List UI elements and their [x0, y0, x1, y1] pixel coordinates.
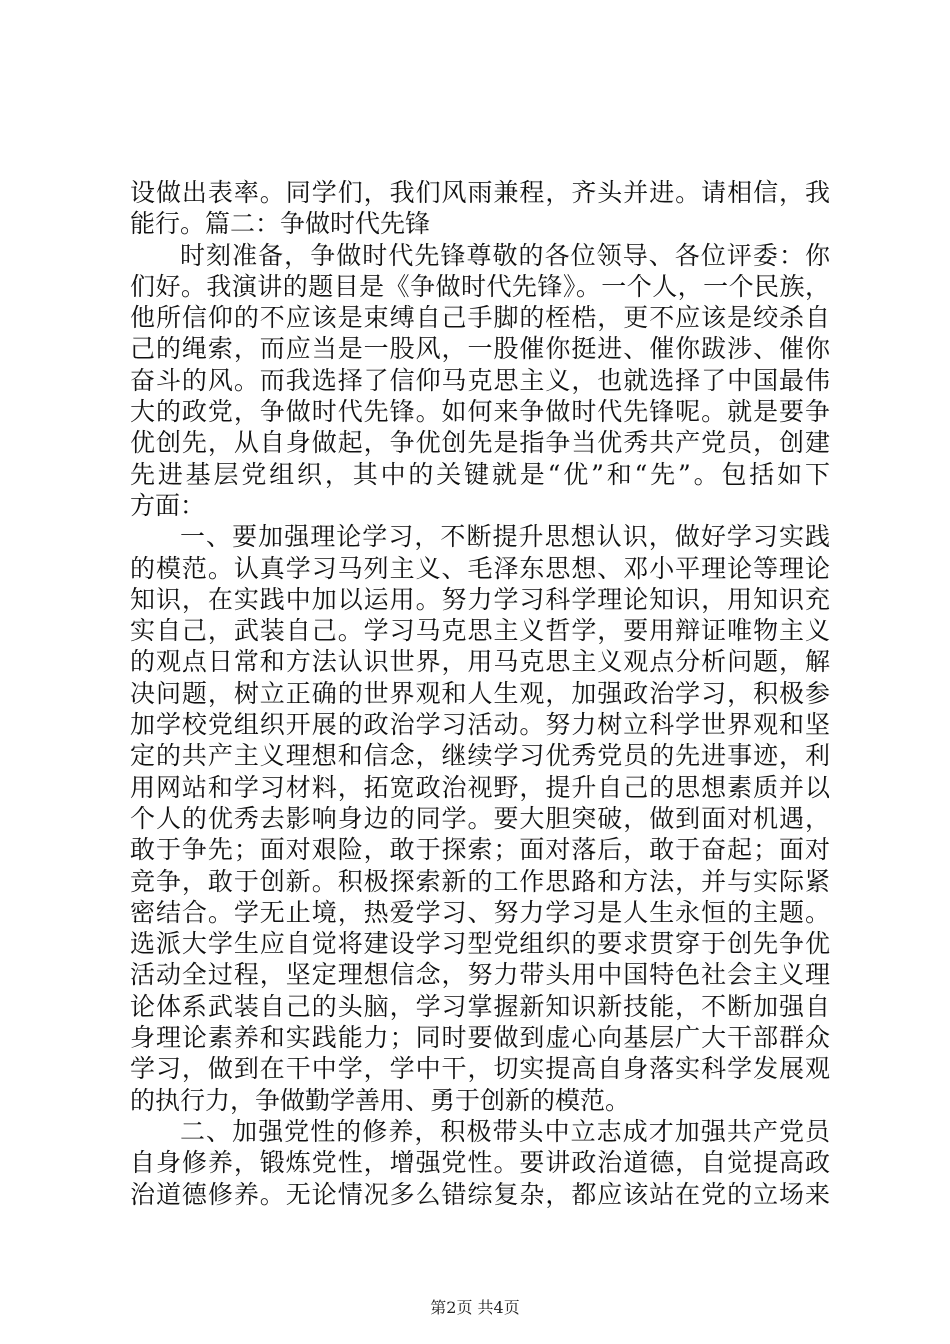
page-footer: 第2页 共4页 — [430, 1298, 520, 1317]
text-line: 一、要加强理论学习，不断提升思想认识，做好学习实践 — [180, 522, 830, 552]
text-line: 实自己，武装自己。学习马克思主义哲学，要用辩证唯物主义 — [130, 616, 830, 646]
text-line: 选派大学生应自觉将建设学习型党组织的要求贯穿于创先争优 — [130, 929, 830, 959]
text-line: 学习，做到在干中学，学中干，切实提高自身落实科学发展观 — [130, 1054, 830, 1084]
document-body — [130, 177, 830, 1210]
text-line: 先进基层党组织，其中的关键就是“优”和“先”。包括如下 — [130, 459, 830, 489]
text-line: 二、加强党性的修养，积极带头中立志成才加强共产党员 — [180, 1116, 830, 1146]
text-line: 优创先，从自身做起，争优创先是指争当优秀共产党员，创建 — [130, 428, 830, 458]
text-line: 加学校党组织开展的政治学习活动。努力树立科学世界观和坚 — [130, 710, 830, 740]
text-line: 知识，在实践中加以运用。努力学习科学理论知识，用知识充 — [130, 584, 830, 614]
text-line: 的模范。认真学习马列主义、毛泽东思想、邓小平理论等理论 — [130, 553, 830, 583]
text-line: 敢于争先；面对艰险，敢于探索；面对落后，敢于奋起；面对 — [130, 835, 830, 865]
text-line: 方面： — [130, 490, 206, 520]
text-line: 竞争，敢于创新。积极探索新的工作思路和方法，并与实际紧 — [130, 866, 830, 896]
text-line: 他所信仰的不应该是束缚自己手脚的桎梏，更不应该是绞杀自 — [130, 303, 830, 333]
text-line: 用网站和学习材料，拓宽政治视野，提升自己的思想素质并以 — [130, 772, 830, 802]
text-line: 能行。篇二：争做时代先锋 — [130, 209, 431, 239]
text-line: 大的政党，争做时代先锋。如何来争做时代先锋呢。就是要争 — [130, 397, 830, 427]
text-line: 们好。我演讲的题目是《争做时代先锋》。一个人，一个民族， — [130, 271, 830, 301]
text-line: 时刻准备，争做时代先锋尊敬的各位领导、各位评委：你 — [180, 240, 830, 270]
text-line: 个人的优秀去影响身边的同学。要大胆突破，做到面对机遇， — [130, 803, 830, 833]
text-line: 自身修养，锻炼党性，增强党性。要讲政治道德，自觉提高政 — [130, 1148, 830, 1178]
text-line: 活动全过程，坚定理想信念，努力带头用中国特色社会主义理 — [130, 960, 830, 990]
text-line: 治道德修养。无论情况多么错综复杂，都应该站在党的立场来 — [130, 1179, 830, 1209]
text-line: 奋斗的风。而我选择了信仰马克思主义，也就选择了中国最伟 — [130, 365, 830, 395]
text-line: 密结合。学无止境，热爱学习、努力学习是人生永恒的主题。 — [130, 897, 830, 927]
text-line: 定的共产主义理想和信念，继续学习优秀党员的先进事迹，利 — [130, 741, 830, 771]
text-line: 己的绳索，而应当是一股风，一股催你挺进、催你跋涉、催你 — [130, 334, 830, 364]
text-line: 论体系武装自己的头脑，学习掌握新知识新技能，不断加强自 — [130, 991, 830, 1021]
text-line: 的执行力，争做勤学善用、勇于创新的模范。 — [130, 1085, 631, 1115]
text-line: 决问题，树立正确的世界观和人生观，加强政治学习，积极参 — [130, 678, 830, 708]
text-line: 设做出表率。同学们，我们风雨兼程，齐头并进。请相信，我 — [130, 178, 830, 207]
text-line: 身理论素养和实践能力；同时要做到虚心向基层广大干部群众 — [130, 1023, 830, 1053]
text-line: 的观点日常和方法认识世界，用马克思主义观点分析问题，解 — [130, 647, 830, 677]
